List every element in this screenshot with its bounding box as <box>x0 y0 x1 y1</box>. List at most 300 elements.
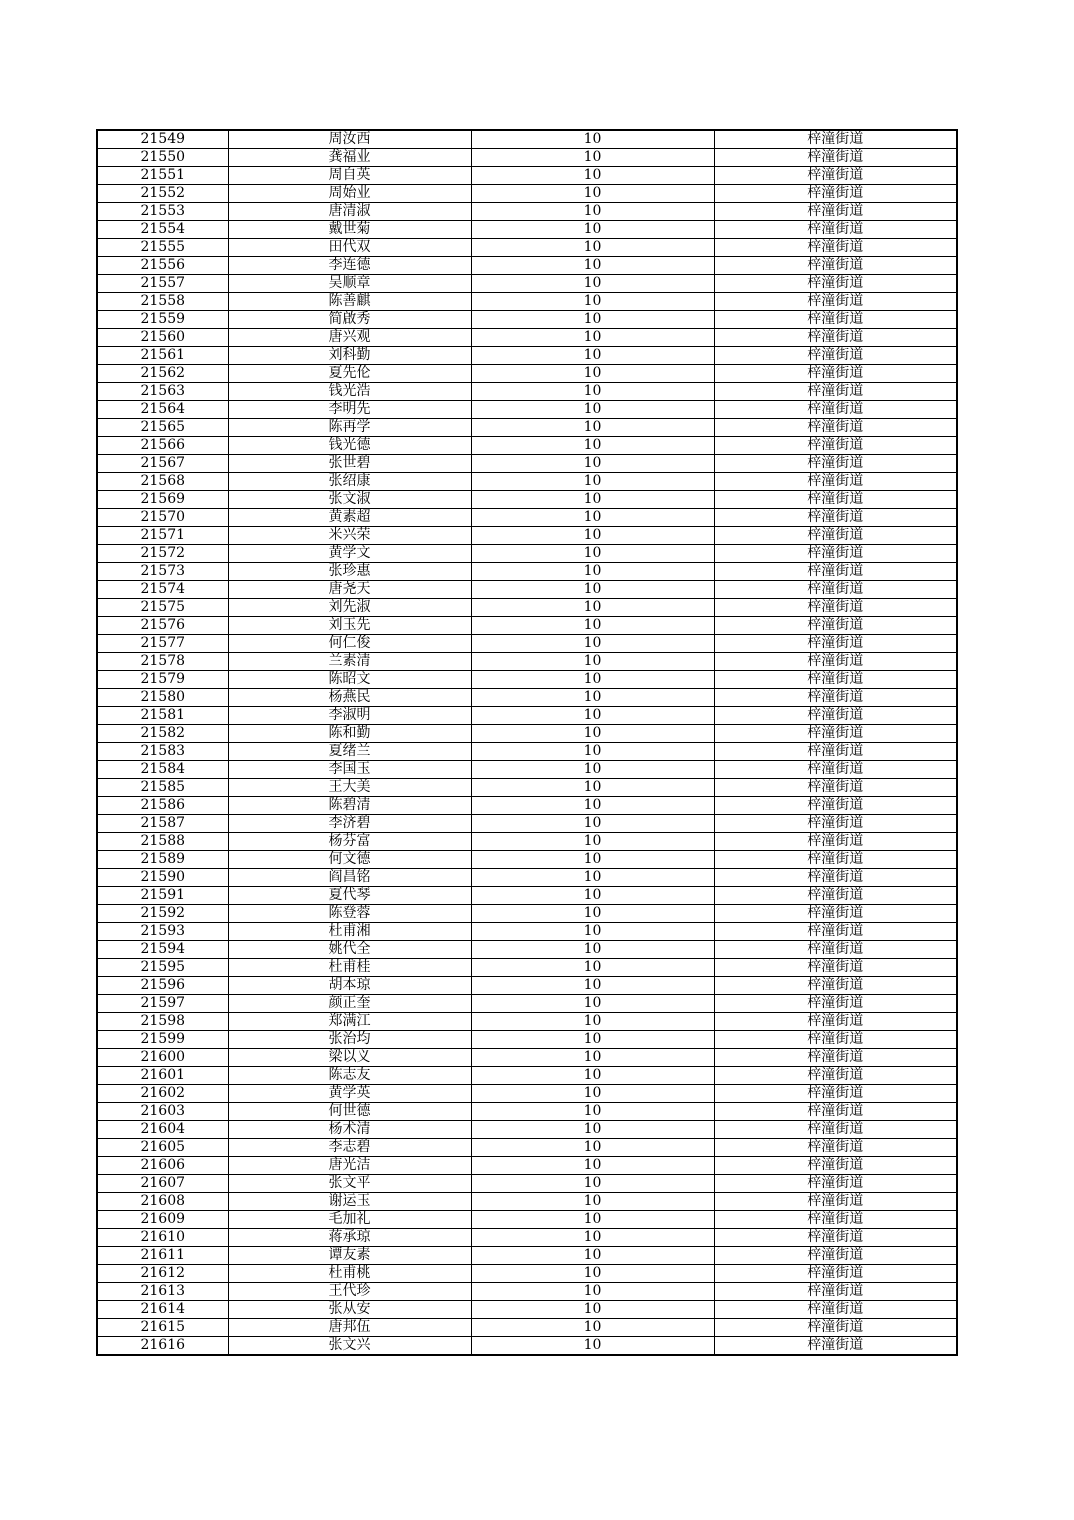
serial-number-cell: 21575 <box>97 599 228 617</box>
table-row <box>97 1031 957 1049</box>
amount-cell: 10 <box>471 293 714 311</box>
district-cell: 梓潼街道 <box>714 635 957 653</box>
name-cell: 张绍康 <box>228 473 471 491</box>
amount-cell: 10 <box>471 1139 714 1157</box>
amount-cell: 10 <box>471 1283 714 1301</box>
table-row <box>97 923 957 941</box>
district-cell: 梓潼街道 <box>714 1301 957 1319</box>
serial-number-cell: 21578 <box>97 653 228 671</box>
name-cell: 唐邦伍 <box>228 1319 471 1337</box>
serial-number-cell: 21607 <box>97 1175 228 1193</box>
amount-cell: 10 <box>471 887 714 905</box>
district-cell: 梓潼街道 <box>714 1175 957 1193</box>
name-cell: 谭友素 <box>228 1247 471 1265</box>
serial-number-cell: 21593 <box>97 923 228 941</box>
serial-number-cell: 21549 <box>97 130 228 149</box>
amount-cell: 10 <box>471 1193 714 1211</box>
amount-cell: 10 <box>471 203 714 221</box>
table-row <box>97 977 957 995</box>
district-cell: 梓潼街道 <box>714 365 957 383</box>
table-row <box>97 1103 957 1121</box>
amount-cell: 10 <box>471 437 714 455</box>
table-row <box>97 581 957 599</box>
name-cell: 钱光浩 <box>228 383 471 401</box>
serial-number-cell: 21611 <box>97 1247 228 1265</box>
amount-cell: 10 <box>471 401 714 419</box>
serial-number-cell: 21589 <box>97 851 228 869</box>
table-row <box>97 545 957 563</box>
name-cell: 颜正奎 <box>228 995 471 1013</box>
district-cell: 梓潼街道 <box>714 1121 957 1139</box>
district-cell: 梓潼街道 <box>714 1229 957 1247</box>
serial-number-cell: 21571 <box>97 527 228 545</box>
table-row <box>97 257 957 275</box>
district-cell: 梓潼街道 <box>714 149 957 167</box>
table-row <box>97 221 957 239</box>
serial-number-cell: 21587 <box>97 815 228 833</box>
table-row <box>97 293 957 311</box>
name-cell: 李明先 <box>228 401 471 419</box>
amount-cell: 10 <box>471 923 714 941</box>
name-cell: 周始业 <box>228 185 471 203</box>
amount-cell: 10 <box>471 1085 714 1103</box>
serial-number-cell: 21581 <box>97 707 228 725</box>
serial-number-cell: 21599 <box>97 1031 228 1049</box>
serial-number-cell: 21561 <box>97 347 228 365</box>
table-row <box>97 1301 957 1319</box>
name-cell: 陈志友 <box>228 1067 471 1085</box>
table-row <box>97 815 957 833</box>
table-row <box>97 455 957 473</box>
district-cell: 梓潼街道 <box>714 959 957 977</box>
serial-number-cell: 21564 <box>97 401 228 419</box>
table-row <box>97 1265 957 1283</box>
amount-cell: 10 <box>471 761 714 779</box>
district-cell: 梓潼街道 <box>714 1265 957 1283</box>
table-row <box>97 329 957 347</box>
district-cell: 梓潼街道 <box>714 185 957 203</box>
table-row <box>97 1157 957 1175</box>
serial-number-cell: 21608 <box>97 1193 228 1211</box>
district-cell: 梓潼街道 <box>714 725 957 743</box>
table-row <box>97 851 957 869</box>
amount-cell: 10 <box>471 815 714 833</box>
district-cell: 梓潼街道 <box>714 401 957 419</box>
district-cell: 梓潼街道 <box>714 689 957 707</box>
table-row <box>97 1067 957 1085</box>
table-row <box>97 130 957 149</box>
table-row <box>97 473 957 491</box>
amount-cell: 10 <box>471 1337 714 1356</box>
serial-number-cell: 21602 <box>97 1085 228 1103</box>
district-cell: 梓潼街道 <box>714 167 957 185</box>
name-cell: 刘玉先 <box>228 617 471 635</box>
amount-cell: 10 <box>471 1031 714 1049</box>
table-row <box>97 1247 957 1265</box>
district-cell: 梓潼街道 <box>714 941 957 959</box>
district-cell: 梓潼街道 <box>714 779 957 797</box>
name-cell: 李连德 <box>228 257 471 275</box>
amount-cell: 10 <box>471 905 714 923</box>
serial-number-cell: 21604 <box>97 1121 228 1139</box>
serial-number-cell: 21580 <box>97 689 228 707</box>
name-cell: 陈善麒 <box>228 293 471 311</box>
district-cell: 梓潼街道 <box>714 1319 957 1337</box>
district-cell: 梓潼街道 <box>714 797 957 815</box>
district-cell: 梓潼街道 <box>714 437 957 455</box>
district-cell: 梓潼街道 <box>714 329 957 347</box>
serial-number-cell: 21565 <box>97 419 228 437</box>
table-row <box>97 167 957 185</box>
serial-number-cell: 21566 <box>97 437 228 455</box>
amount-cell: 10 <box>471 743 714 761</box>
district-cell: 梓潼街道 <box>714 347 957 365</box>
name-cell: 唐兴观 <box>228 329 471 347</box>
serial-number-cell: 21597 <box>97 995 228 1013</box>
table-row <box>97 527 957 545</box>
name-cell: 兰素清 <box>228 653 471 671</box>
district-cell: 梓潼街道 <box>714 653 957 671</box>
district-cell: 梓潼街道 <box>714 1103 957 1121</box>
district-cell: 梓潼街道 <box>714 671 957 689</box>
district-cell: 梓潼街道 <box>714 257 957 275</box>
serial-number-cell: 21615 <box>97 1319 228 1337</box>
name-cell: 吴顺章 <box>228 275 471 293</box>
table-row <box>97 599 957 617</box>
serial-number-cell: 21613 <box>97 1283 228 1301</box>
amount-cell: 10 <box>471 635 714 653</box>
serial-number-cell: 21591 <box>97 887 228 905</box>
data-table <box>96 129 958 1356</box>
table-row <box>97 1193 957 1211</box>
district-cell: 梓潼街道 <box>714 887 957 905</box>
district-cell: 梓潼街道 <box>714 1337 957 1356</box>
name-cell: 唐尧天 <box>228 581 471 599</box>
serial-number-cell: 21616 <box>97 1337 228 1356</box>
table-row <box>97 905 957 923</box>
name-cell: 张文淑 <box>228 491 471 509</box>
amount-cell: 10 <box>471 869 714 887</box>
table-row <box>97 491 957 509</box>
serial-number-cell: 21562 <box>97 365 228 383</box>
table-row <box>97 509 957 527</box>
serial-number-cell: 21577 <box>97 635 228 653</box>
name-cell: 梁以义 <box>228 1049 471 1067</box>
district-cell: 梓潼街道 <box>714 1049 957 1067</box>
amount-cell: 10 <box>471 995 714 1013</box>
table-row <box>97 1121 957 1139</box>
amount-cell: 10 <box>471 383 714 401</box>
district-cell: 梓潼街道 <box>714 275 957 293</box>
district-cell: 梓潼街道 <box>714 1211 957 1229</box>
amount-cell: 10 <box>471 599 714 617</box>
amount-cell: 10 <box>471 239 714 257</box>
serial-number-cell: 21579 <box>97 671 228 689</box>
name-cell: 唐清淑 <box>228 203 471 221</box>
serial-number-cell: 21603 <box>97 1103 228 1121</box>
district-cell: 梓潼街道 <box>714 1031 957 1049</box>
district-cell: 梓潼街道 <box>714 1139 957 1157</box>
serial-number-cell: 21590 <box>97 869 228 887</box>
name-cell: 李国玉 <box>228 761 471 779</box>
table-row <box>97 401 957 419</box>
district-cell: 梓潼街道 <box>714 239 957 257</box>
serial-number-cell: 21595 <box>97 959 228 977</box>
table-row <box>97 1139 957 1157</box>
amount-cell: 10 <box>471 221 714 239</box>
amount-cell: 10 <box>471 167 714 185</box>
name-cell: 夏绪兰 <box>228 743 471 761</box>
amount-cell: 10 <box>471 1103 714 1121</box>
name-cell: 简啟秀 <box>228 311 471 329</box>
amount-cell: 10 <box>471 419 714 437</box>
serial-number-cell: 21553 <box>97 203 228 221</box>
serial-number-cell: 21601 <box>97 1067 228 1085</box>
amount-cell: 10 <box>471 473 714 491</box>
district-cell: 梓潼街道 <box>714 419 957 437</box>
serial-number-cell: 21556 <box>97 257 228 275</box>
name-cell: 张文兴 <box>228 1337 471 1356</box>
table-row <box>97 1283 957 1301</box>
serial-number-cell: 21612 <box>97 1265 228 1283</box>
table-row <box>97 203 957 221</box>
district-cell: 梓潼街道 <box>714 1085 957 1103</box>
amount-cell: 10 <box>471 527 714 545</box>
serial-number-cell: 21614 <box>97 1301 228 1319</box>
amount-cell: 10 <box>471 509 714 527</box>
name-cell: 李济碧 <box>228 815 471 833</box>
serial-number-cell: 21586 <box>97 797 228 815</box>
serial-number-cell: 21555 <box>97 239 228 257</box>
name-cell: 黄学英 <box>228 1085 471 1103</box>
amount-cell: 10 <box>471 1301 714 1319</box>
name-cell: 龚福业 <box>228 149 471 167</box>
serial-number-cell: 21554 <box>97 221 228 239</box>
name-cell: 陈昭文 <box>228 671 471 689</box>
district-cell: 梓潼街道 <box>714 509 957 527</box>
name-cell: 周自英 <box>228 167 471 185</box>
name-cell: 姚代全 <box>228 941 471 959</box>
table-row <box>97 743 957 761</box>
district-cell: 梓潼街道 <box>714 905 957 923</box>
table-row <box>97 617 957 635</box>
name-cell: 张世碧 <box>228 455 471 473</box>
table-row <box>97 1085 957 1103</box>
table-row <box>97 959 957 977</box>
serial-number-cell: 21582 <box>97 725 228 743</box>
serial-number-cell: 21550 <box>97 149 228 167</box>
district-cell: 梓潼街道 <box>714 1283 957 1301</box>
table-row <box>97 671 957 689</box>
amount-cell: 10 <box>471 1013 714 1031</box>
amount-cell: 10 <box>471 347 714 365</box>
district-cell: 梓潼街道 <box>714 203 957 221</box>
district-cell: 梓潼街道 <box>714 851 957 869</box>
amount-cell: 10 <box>471 833 714 851</box>
table-row <box>97 1211 957 1229</box>
table-row <box>97 365 957 383</box>
district-cell: 梓潼街道 <box>714 833 957 851</box>
name-cell: 谢运玉 <box>228 1193 471 1211</box>
district-cell: 梓潼街道 <box>714 221 957 239</box>
table-row <box>97 1175 957 1193</box>
district-cell: 梓潼街道 <box>714 1067 957 1085</box>
amount-cell: 10 <box>471 689 714 707</box>
serial-number-cell: 21610 <box>97 1229 228 1247</box>
amount-cell: 10 <box>471 130 714 149</box>
serial-number-cell: 21559 <box>97 311 228 329</box>
name-cell: 杜甫湘 <box>228 923 471 941</box>
name-cell: 何文德 <box>228 851 471 869</box>
amount-cell: 10 <box>471 1211 714 1229</box>
amount-cell: 10 <box>471 1265 714 1283</box>
table-row <box>97 563 957 581</box>
serial-number-cell: 21609 <box>97 1211 228 1229</box>
serial-number-cell: 21583 <box>97 743 228 761</box>
name-cell: 张文平 <box>228 1175 471 1193</box>
name-cell: 李淑明 <box>228 707 471 725</box>
table-row <box>97 347 957 365</box>
name-cell: 刘科勤 <box>228 347 471 365</box>
amount-cell: 10 <box>471 1229 714 1247</box>
serial-number-cell: 21596 <box>97 977 228 995</box>
name-cell: 杨术清 <box>228 1121 471 1139</box>
amount-cell: 10 <box>471 977 714 995</box>
table-row <box>97 275 957 293</box>
name-cell: 周汝西 <box>228 130 471 149</box>
amount-cell: 10 <box>471 653 714 671</box>
district-cell: 梓潼街道 <box>714 1193 957 1211</box>
table-row <box>97 239 957 257</box>
serial-number-cell: 21588 <box>97 833 228 851</box>
serial-number-cell: 21568 <box>97 473 228 491</box>
district-cell: 梓潼街道 <box>714 491 957 509</box>
district-cell: 梓潼街道 <box>714 923 957 941</box>
amount-cell: 10 <box>471 311 714 329</box>
name-cell: 何世德 <box>228 1103 471 1121</box>
amount-cell: 10 <box>471 365 714 383</box>
district-cell: 梓潼街道 <box>714 1157 957 1175</box>
amount-cell: 10 <box>471 1175 714 1193</box>
table-row <box>97 311 957 329</box>
serial-number-cell: 21606 <box>97 1157 228 1175</box>
district-cell: 梓潼街道 <box>714 815 957 833</box>
name-cell: 李志碧 <box>228 1139 471 1157</box>
table-row <box>97 1229 957 1247</box>
amount-cell: 10 <box>471 275 714 293</box>
serial-number-cell: 21551 <box>97 167 228 185</box>
name-cell: 王代珍 <box>228 1283 471 1301</box>
district-cell: 梓潼街道 <box>714 1013 957 1031</box>
amount-cell: 10 <box>471 1319 714 1337</box>
district-cell: 梓潼街道 <box>714 977 957 995</box>
serial-number-cell: 21600 <box>97 1049 228 1067</box>
district-cell: 梓潼街道 <box>714 617 957 635</box>
district-cell: 梓潼街道 <box>714 293 957 311</box>
table-row <box>97 833 957 851</box>
table-row <box>97 725 957 743</box>
table-row <box>97 635 957 653</box>
serial-number-cell: 21570 <box>97 509 228 527</box>
name-cell: 陈登蓉 <box>228 905 471 923</box>
amount-cell: 10 <box>471 1049 714 1067</box>
table-body <box>97 130 957 1355</box>
amount-cell: 10 <box>471 257 714 275</box>
amount-cell: 10 <box>471 725 714 743</box>
district-cell: 梓潼街道 <box>714 743 957 761</box>
table-row <box>97 149 957 167</box>
table-row <box>97 941 957 959</box>
table-row <box>97 797 957 815</box>
district-cell: 梓潼街道 <box>714 130 957 149</box>
serial-number-cell: 21605 <box>97 1139 228 1157</box>
district-cell: 梓潼街道 <box>714 545 957 563</box>
name-cell: 毛加礼 <box>228 1211 471 1229</box>
name-cell: 何仁俊 <box>228 635 471 653</box>
amount-cell: 10 <box>471 1067 714 1085</box>
name-cell: 唐光洁 <box>228 1157 471 1175</box>
table-row <box>97 1319 957 1337</box>
amount-cell: 10 <box>471 1247 714 1265</box>
serial-number-cell: 21567 <box>97 455 228 473</box>
name-cell: 陈再学 <box>228 419 471 437</box>
district-cell: 梓潼街道 <box>714 761 957 779</box>
district-cell: 梓潼街道 <box>714 563 957 581</box>
serial-number-cell: 21594 <box>97 941 228 959</box>
name-cell: 杜甫桂 <box>228 959 471 977</box>
amount-cell: 10 <box>471 671 714 689</box>
serial-number-cell: 21573 <box>97 563 228 581</box>
district-cell: 梓潼街道 <box>714 1247 957 1265</box>
table-row <box>97 689 957 707</box>
serial-number-cell: 21598 <box>97 1013 228 1031</box>
amount-cell: 10 <box>471 1121 714 1139</box>
name-cell: 杨燕民 <box>228 689 471 707</box>
name-cell: 黄素超 <box>228 509 471 527</box>
amount-cell: 10 <box>471 617 714 635</box>
name-cell: 刘先淑 <box>228 599 471 617</box>
table-row <box>97 653 957 671</box>
table-row <box>97 887 957 905</box>
district-cell: 梓潼街道 <box>714 995 957 1013</box>
amount-cell: 10 <box>471 581 714 599</box>
table-row <box>97 707 957 725</box>
serial-number-cell: 21585 <box>97 779 228 797</box>
serial-number-cell: 21560 <box>97 329 228 347</box>
district-cell: 梓潼街道 <box>714 473 957 491</box>
amount-cell: 10 <box>471 851 714 869</box>
table-row <box>97 185 957 203</box>
serial-number-cell: 21558 <box>97 293 228 311</box>
name-cell: 陈碧清 <box>228 797 471 815</box>
table-row <box>97 1337 957 1356</box>
name-cell: 陈和勤 <box>228 725 471 743</box>
name-cell: 张珍惠 <box>228 563 471 581</box>
amount-cell: 10 <box>471 779 714 797</box>
name-cell: 戴世菊 <box>228 221 471 239</box>
district-cell: 梓潼街道 <box>714 707 957 725</box>
table-row <box>97 869 957 887</box>
table-row <box>97 761 957 779</box>
district-cell: 梓潼街道 <box>714 869 957 887</box>
district-cell: 梓潼街道 <box>714 455 957 473</box>
amount-cell: 10 <box>471 545 714 563</box>
table-row <box>97 1013 957 1031</box>
amount-cell: 10 <box>471 491 714 509</box>
serial-number-cell: 21572 <box>97 545 228 563</box>
name-cell: 米兴荣 <box>228 527 471 545</box>
serial-number-cell: 21552 <box>97 185 228 203</box>
